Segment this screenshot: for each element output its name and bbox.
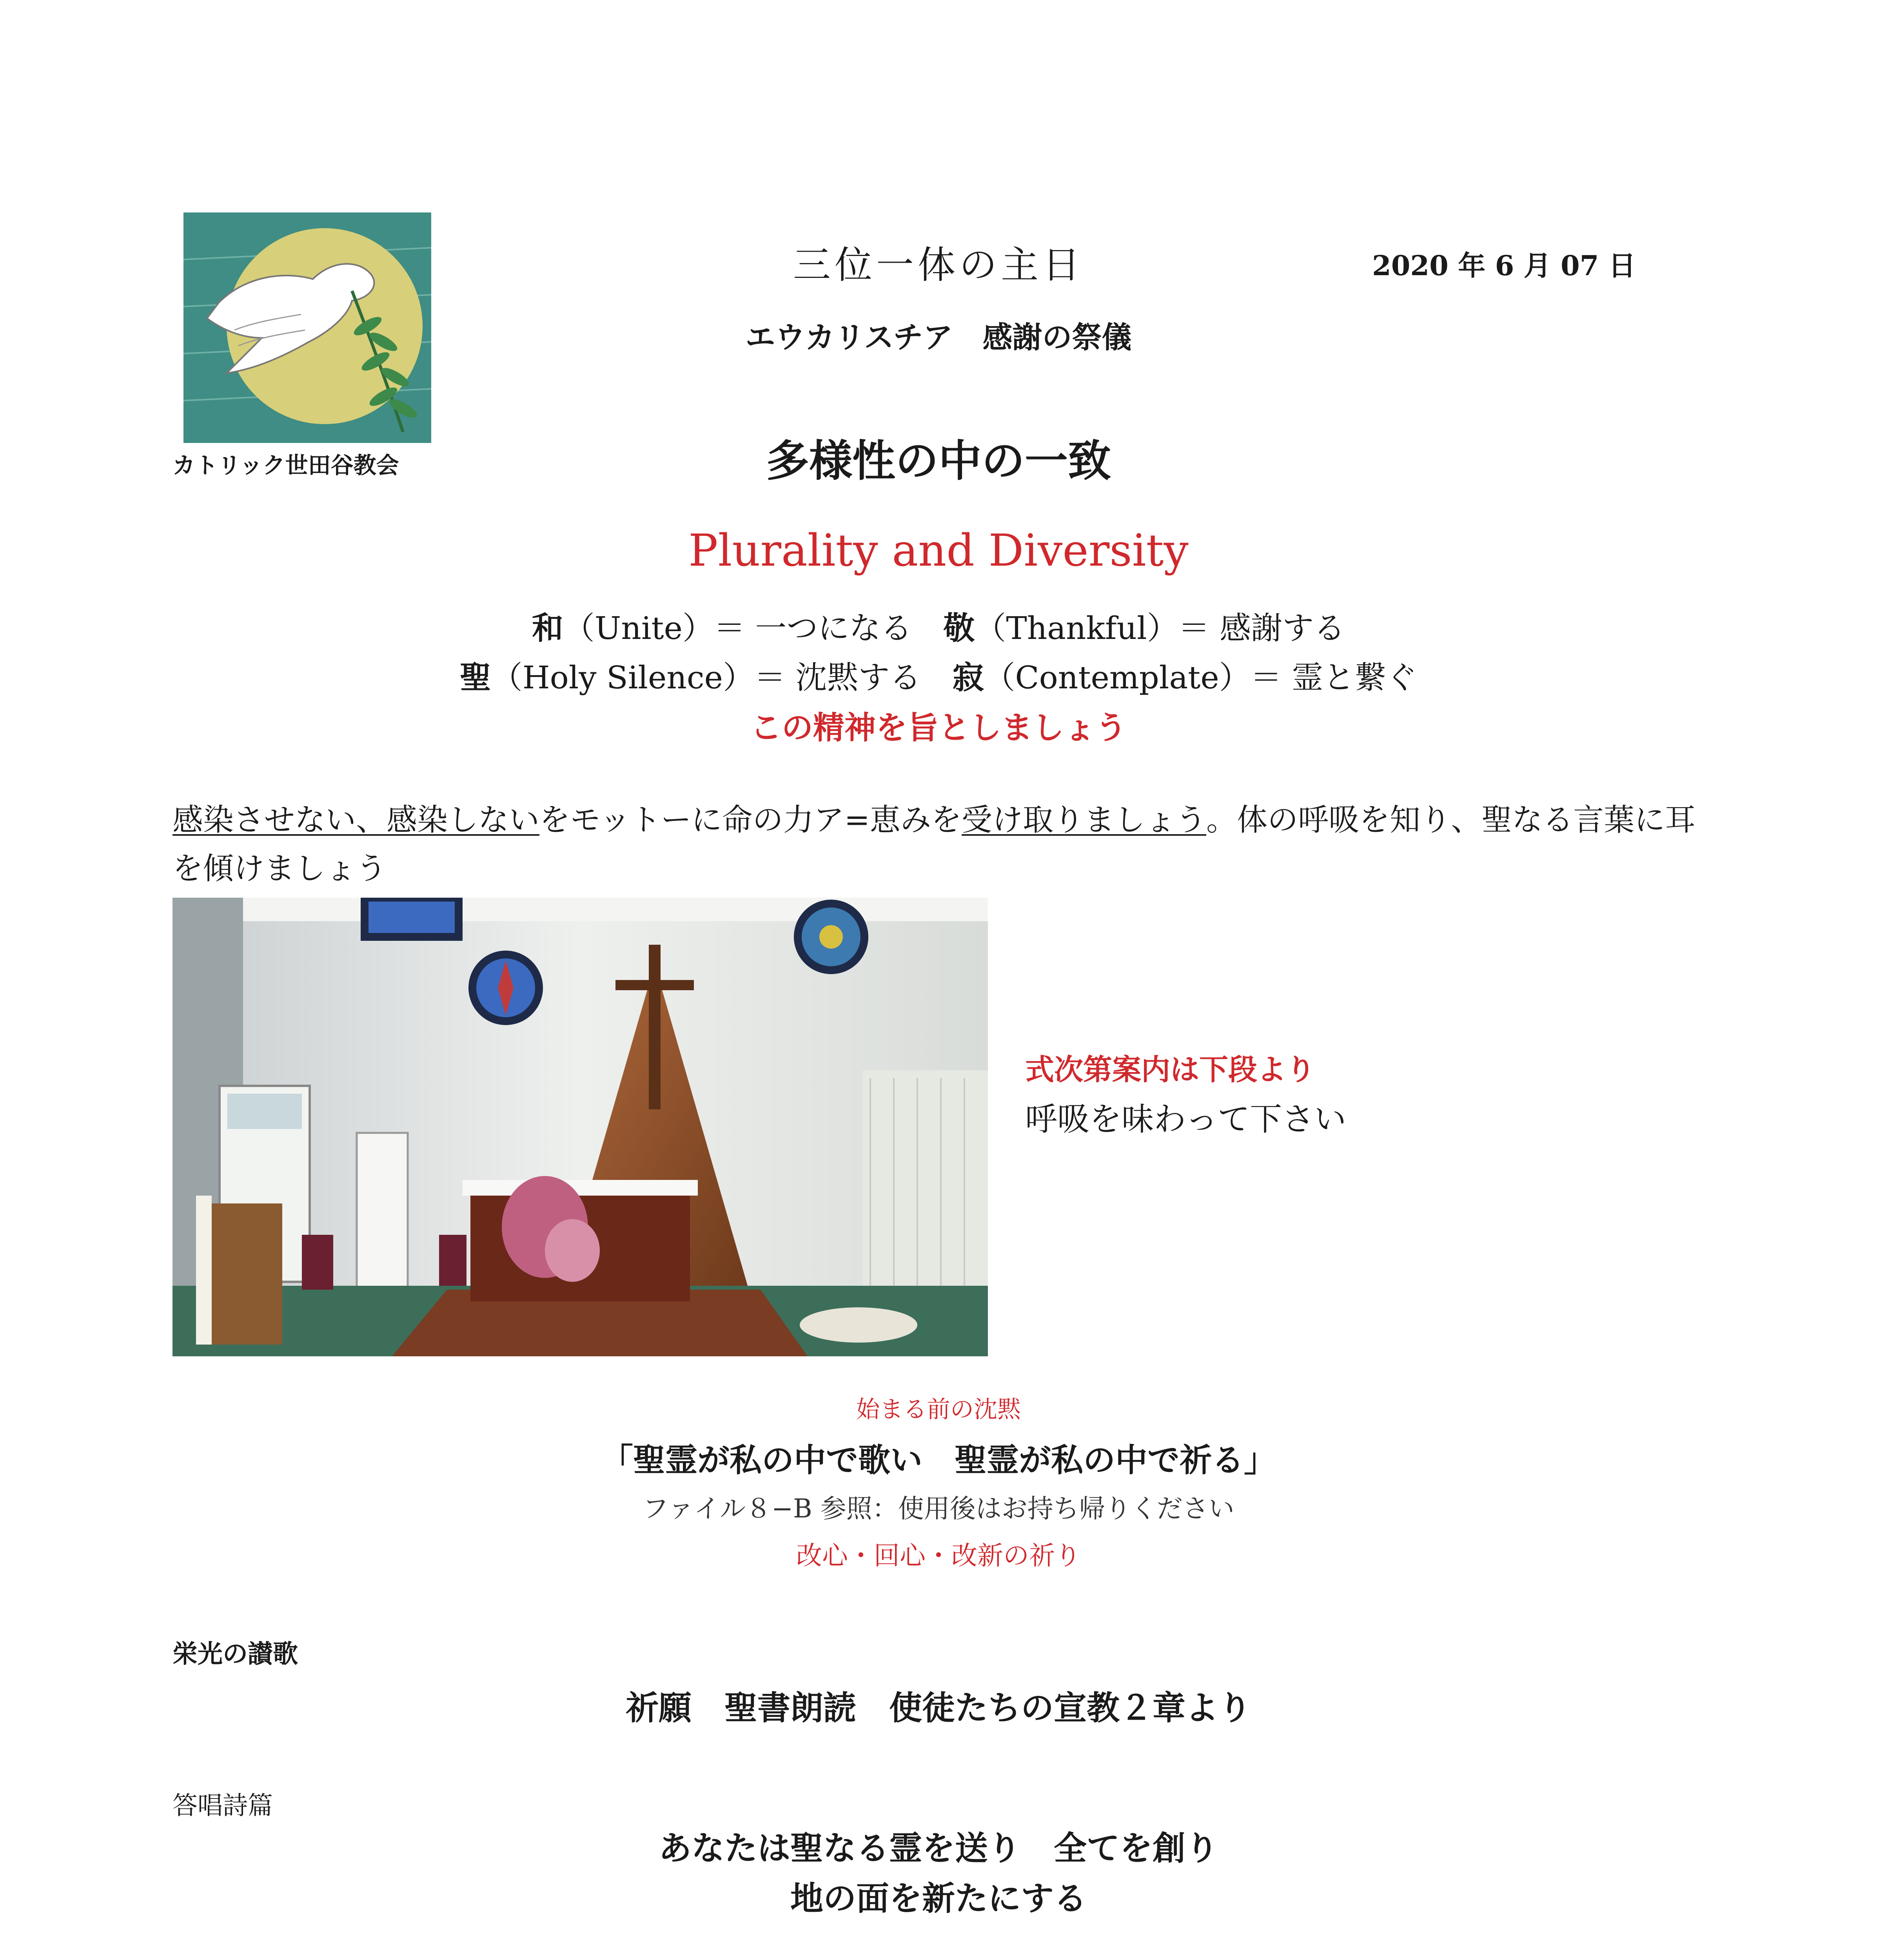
- virtue-text: （Holy Silence）＝ 沈黙する: [491, 659, 953, 696]
- spirit-statement: この精神を旨としましょう: [750, 709, 1127, 746]
- psalm-refrain-1: あなたは聖なる霊を送り 全てを創り: [658, 1829, 1218, 1867]
- virtue-kanji: 和: [532, 610, 563, 646]
- theme-title-jp: 多様性の中の一致: [766, 436, 1111, 486]
- service-subtitle: エウカリスチア 感謝の祭儀: [745, 320, 1132, 355]
- virtue-kanji: 寂: [952, 659, 984, 696]
- virtue-text: （Unite）＝ 一つになる: [563, 610, 944, 646]
- church-sanctuary-photo: [172, 898, 988, 1356]
- virtue-text: （Thankful）＝ 感謝する: [975, 610, 1345, 646]
- feast-title: 三位一体の主日: [793, 243, 1084, 287]
- gloria-label: 栄光の讃歌: [172, 1640, 298, 1669]
- theme-title-en: Plurality and Diversity: [688, 525, 1189, 576]
- church-name: カトリック世田谷教会: [172, 452, 399, 479]
- motto-text: 。体の呼吸を知り、聖なる言葉に耳を傾けましょう: [172, 802, 1696, 886]
- virtue-line-2: [0, 652, 1877, 697]
- service-date: 2020 年 6 月 07 日: [1372, 249, 1636, 282]
- motto-underlined: 受け取りましょう: [962, 802, 1207, 838]
- order-of-service-note: 式次第案内は下段より: [1025, 1053, 1315, 1087]
- virtue-text: （Contemplate）＝ 霊と繋ぐ: [984, 659, 1418, 696]
- file-reference-note: ファイル８−B 参照：使用後はお持ち帰りください: [643, 1494, 1234, 1524]
- psalm-label: 答唱詩篇: [172, 1791, 273, 1820]
- motto-text: をモットーに命の力ア=恵みを: [539, 802, 962, 838]
- breathing-note: 呼吸を味わって下さい: [1025, 1101, 1347, 1138]
- motto-underlined: 感染させない、感染しない: [172, 802, 540, 838]
- repentance-prayer: 改心・回心・改新の祈り: [796, 1541, 1081, 1571]
- motto-paragraph: [172, 796, 1725, 893]
- opening-hymn: 「聖霊が私の中で歌い 聖霊が私の中で祈る」: [601, 1441, 1276, 1479]
- virtue-line-1: [0, 603, 1877, 648]
- virtue-kanji: 聖: [459, 659, 491, 696]
- psalm-refrain-2: 地の面を新たにする: [790, 1879, 1087, 1918]
- silence-before-mass: 始まる前の沈黙: [856, 1396, 1021, 1423]
- virtue-kanji: 敬: [943, 610, 975, 646]
- reading-line: 祈願 聖書朗読 使徒たちの宣教２章より: [625, 1688, 1251, 1727]
